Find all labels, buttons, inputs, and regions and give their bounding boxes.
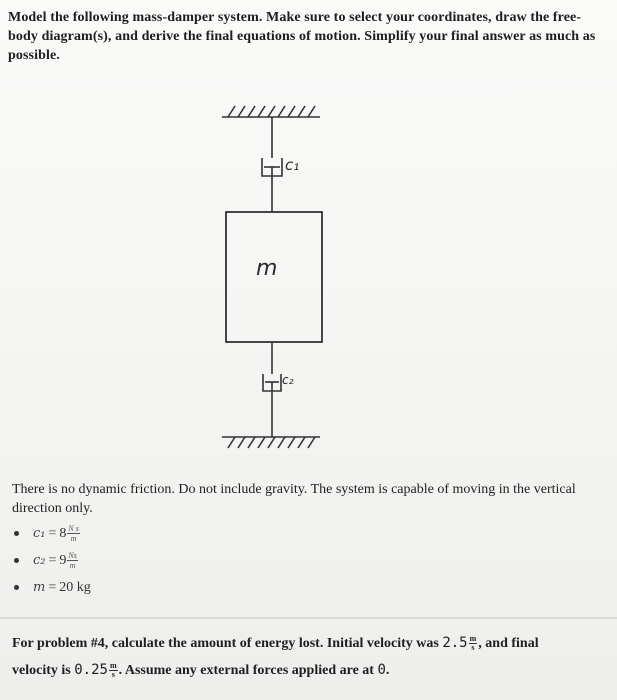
damper-c2 (263, 342, 281, 437)
param-c1 (14, 520, 91, 547)
damper-c2-label: c₂ (282, 373, 294, 387)
bullet-icon (14, 558, 19, 563)
assumptions-text: There is no dynamic friction. Do not include gravity. The system is capable of moving in the vertical direction only. (12, 482, 576, 516)
initial-velocity: 2.5 (442, 635, 468, 651)
top-ground (222, 106, 320, 117)
param-unit (67, 524, 79, 543)
problem-part1: For problem #4, calculate the amount of energy lost. Initial velocity was (12, 636, 439, 651)
unit-numerator: m (469, 634, 477, 644)
energy-problem-text (12, 630, 610, 684)
problem-part2: , and final (478, 636, 539, 651)
param-c2 (14, 547, 91, 574)
velocity-unit (109, 662, 118, 679)
param-symbol: m (33, 580, 46, 595)
damper-c1-label: c₁ (285, 156, 300, 174)
param-symbol: c₂ (33, 553, 46, 568)
problem-prompt: Model the following mass-damper system. Make sure to select your coordinates, draw the free-body diagram(s), and derive the final equations of motion. Simplify your final answer as much as possible. (8, 10, 596, 63)
param-equals: = (48, 579, 57, 595)
section-divider (0, 617, 617, 619)
bottom-ground (222, 437, 320, 448)
parameter-list (14, 520, 91, 601)
problem-part4: . Assume any external forces applied are at (118, 663, 374, 678)
final-velocity: 0.25 (74, 662, 108, 678)
unit-numerator: Ns (68, 551, 77, 560)
problem-part3: velocity is (12, 663, 71, 678)
param-value: 20 kg (59, 579, 91, 595)
damper-c1 (262, 117, 282, 212)
param-equals: = (48, 525, 57, 541)
param-value: 9 (59, 552, 67, 568)
param-value: 8 (59, 525, 67, 541)
param-m (14, 574, 91, 601)
param-symbol: c₁ (33, 526, 46, 541)
bullet-icon (14, 531, 19, 536)
param-equals: = (48, 552, 57, 568)
mass-label: m (256, 256, 278, 281)
unit-denominator: s (471, 643, 475, 653)
bullet-icon (14, 585, 19, 590)
velocity-unit (469, 635, 478, 652)
zero-value: 0 (377, 662, 386, 678)
unit-denominator: s (111, 670, 115, 680)
unit-denominator: m (69, 561, 76, 570)
param-unit (67, 551, 77, 570)
unit-numerator: N s (68, 524, 79, 533)
unit-denominator: m (70, 534, 77, 543)
problem-end: . (385, 663, 390, 678)
unit-numerator: m (109, 661, 117, 671)
